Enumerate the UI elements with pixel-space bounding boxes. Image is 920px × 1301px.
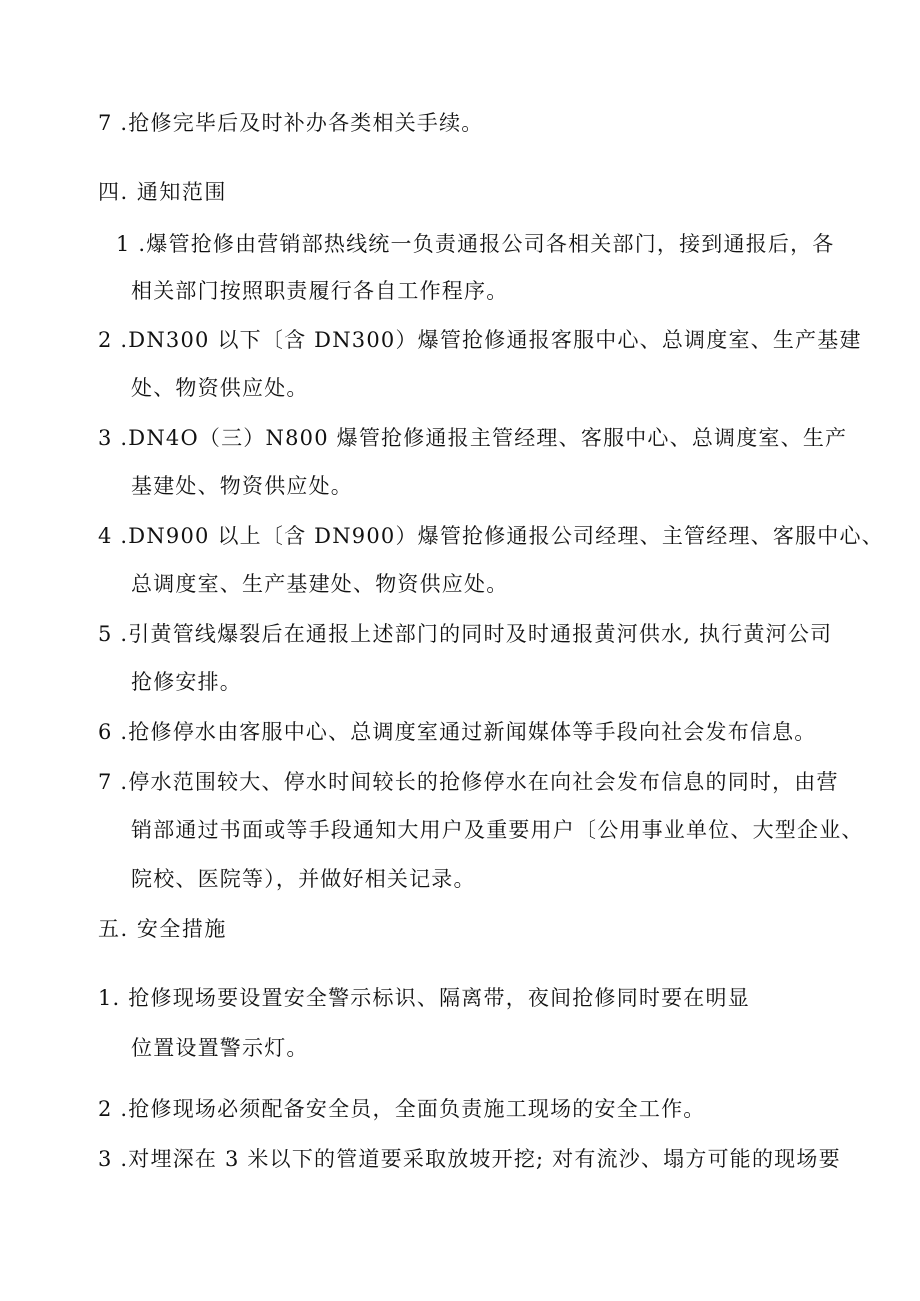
paragraph-line-2-continued: 处、物资供应处。: [131, 376, 309, 400]
paragraph-line-1-warning-signs: 1. 抢修现场要设置安全警示标识、隔离带，夜间抢修同时要在明显: [98, 986, 750, 1010]
paragraph-line-4-continued: 总调度室、生产基建处、物资供应处。: [131, 572, 509, 596]
paragraph-line-7-large-users: 7 .停水范围较大、停水时间较长的抢修停水在向社会发布信息的同时，由营: [98, 770, 839, 794]
paragraph-line-4-dn900: 4 .DN900 以上〔含 DN900）爆管抢修通报公司经理、主管经理、客服中心、: [98, 524, 884, 548]
paragraph-line-1-notification: 1 .爆管抢修由营销部热线统一负责通报公司各相关部门，接到通报后，各: [116, 232, 835, 256]
paragraph-line-7-continued-2: 院校、医院等），并做好相关记录。: [131, 867, 476, 891]
paragraph-line-2-safety-officer: 2 .抢修现场必须配备安全员，全面负责施工现场的安全工作。: [98, 1097, 706, 1121]
paragraph-line-3-dn400: 3 .DN4O（三）N800 爆管抢修通报主管经理、客服中心、总调度室、生产: [98, 426, 848, 450]
section-heading-safety-measures: 五. 安全措施: [98, 917, 227, 941]
paragraph-line-3-continued: 基建处、物资供应处。: [131, 474, 353, 498]
paragraph-line-5-continued: 抢修安排。: [131, 670, 242, 694]
paragraph-line-2-dn300: 2 .DN300 以下〔含 DN300）爆管抢修通报客服中心、总调度室、生产基建: [98, 328, 862, 352]
paragraph-line-7-completion: 7 .抢修完毕后及时补办各类相关手续。: [98, 111, 484, 135]
section-heading-notification-scope: 四. 通知范围: [98, 180, 227, 204]
paragraph-line-1-continued: 相关部门按照职责履行各自工作程序。: [131, 279, 509, 303]
paragraph-line-7-continued-1: 销部通过书面或等手段通知大用户及重要用户〔公用事业单位、大型企业、: [131, 818, 864, 842]
paragraph-line-6-water-outage: 6 .抢修停水由客服中心、总调度室通过新闻媒体等手段向社会发布信息。: [98, 720, 817, 744]
paragraph-line-5-yellow-river: 5 .引黄管线爆裂后在通报上述部门的同时及时通报黄河供水, 执行黄河公司: [98, 622, 833, 646]
paragraph-line-3-excavation: 3 .对埋深在 3 米以下的管道要采取放坡开挖; 对有流沙、塌方可能的现场要: [98, 1147, 841, 1171]
paragraph-line-1-continued-lights: 位置设置警示灯。: [131, 1036, 309, 1060]
